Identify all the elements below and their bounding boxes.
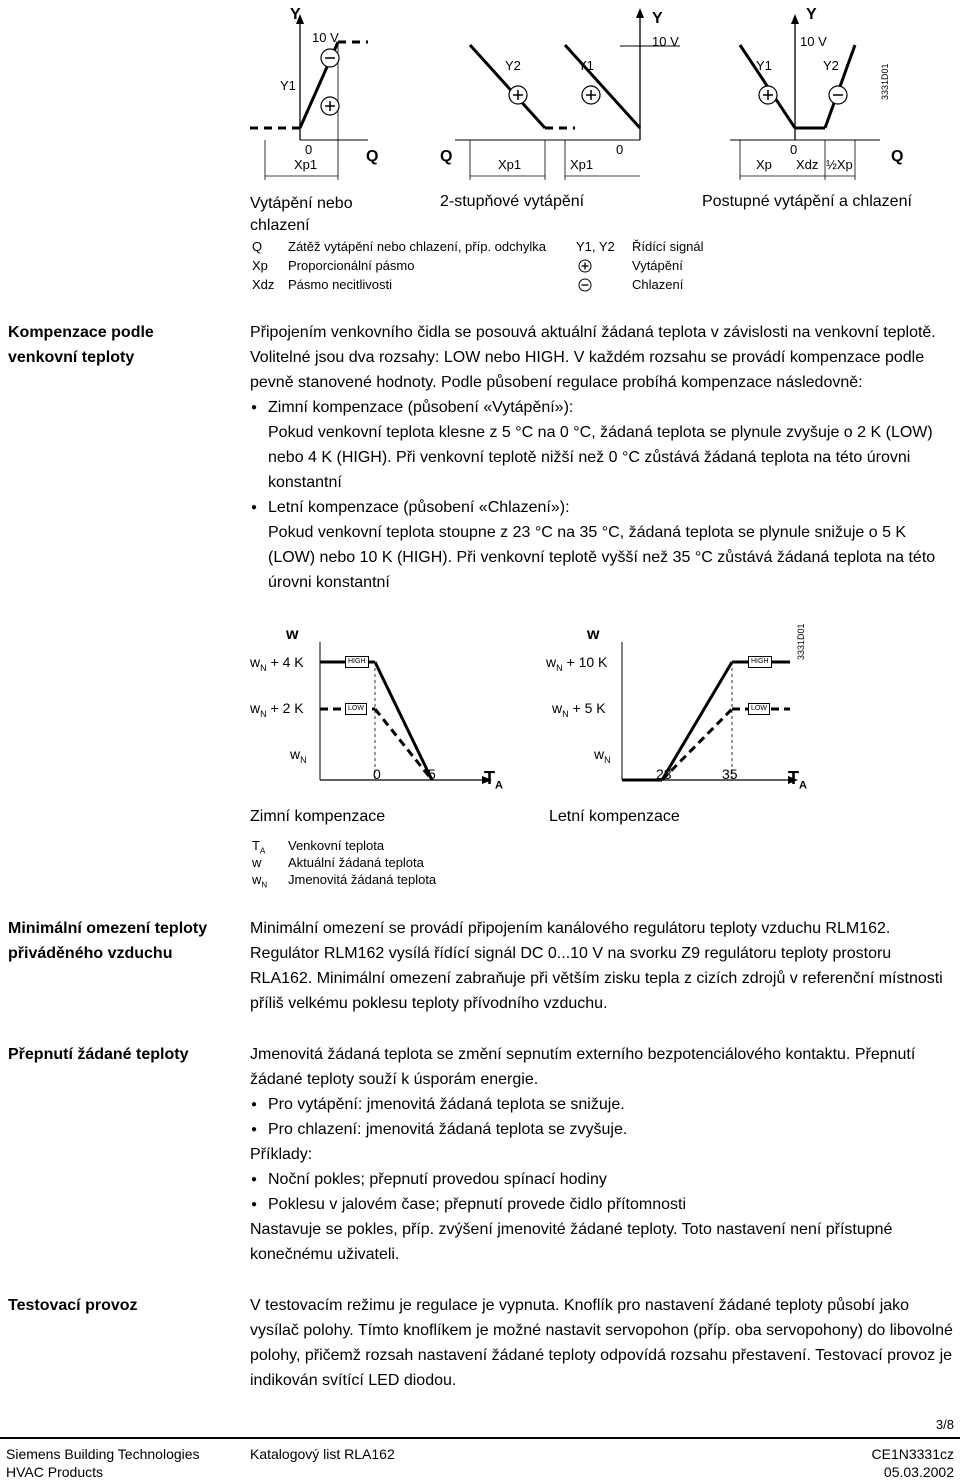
d2-y-label: Y — [652, 10, 663, 27]
section-body-test-mode — [250, 1293, 955, 1393]
section-body-setpoint-switch — [250, 1042, 955, 1267]
bullet-item: ● Noční pokles; přepnutí provedou spínací hodiny — [250, 1167, 955, 1192]
legend-row: Xp Proporcionální pásmo — [252, 258, 415, 273]
d2-ramp-y1 — [565, 45, 640, 128]
d3-y2-label: Y2 — [823, 58, 839, 73]
summer-wn5-label: $w_N + 5$ K — [552, 700, 606, 719]
d3-y-label: Y — [806, 6, 817, 23]
compensation-legend — [252, 838, 512, 889]
d2-xp1a-label: Xp1 — [498, 157, 522, 172]
legend-row: w Aktuální žádaná teplota — [252, 855, 424, 870]
paragraph: Jmenovitá žádaná teplota se změní sepnutím externího bezpotenciálového kontaktu. Přepnutí žádané teploty souží k úsporám energie. — [250, 1046, 916, 1088]
d2-xp1b-label: Xp1 — [570, 157, 594, 172]
summer-low-tag: LOW — [748, 703, 770, 715]
control-diagrams-svg — [0, 0, 960, 180]
summer-wn10-label: $w_N + 10$ K — [546, 654, 608, 673]
summer-x23-label: 23 — [656, 766, 672, 782]
footer-date: 05.03.2002 — [883, 1464, 954, 1480]
d1-y-label: Y — [290, 6, 301, 23]
legend-row: Y1, Y2 Řídící signál — [576, 239, 704, 254]
d2-q-label: Q — [440, 148, 453, 165]
paragraph: Pokud venkovní teplota stoupne z 23 °C na 35 °C, žádaná teplota se plynule snižuje o 5 K (LOW) nebo 10 K (HIGH). Při venkovní teplotě vyšší než 35 °C zůstává žádaná teplota na této úrovni konstantní — [268, 524, 936, 591]
d3-zero-label: 0 — [790, 142, 798, 157]
d3-y-arrow — [791, 14, 799, 24]
bullet-item: ● Pro chlazení: jmenovitá žádaná teplota se zvyšuje. — [250, 1117, 955, 1142]
d3-q-label: Q — [891, 148, 904, 165]
winter-w-label: w — [286, 626, 299, 643]
paragraph: V testovacím režimu je regulace je vypnuta. Knoflík pro nastavení žádané teploty působí jako vysílač polohy. Tímto knoflíkem je možné nastavit servopohon (příp. oba servopohony) do libovolné polohy, přičemž rozsah nastavení žádané teploty odpovídá rozsahu přestavení. Testovací provoz je indikován svítící LED diodou. — [250, 1297, 953, 1389]
winter-ta-label: $T_A$ — [484, 768, 503, 792]
paragraph: Připojením venkovního čidla se posouvá aktuální žádaná teplota v závislosti na venkovní teplotě. Volitelné jsou dva rozsahy: LOW nebo HIGH. V každém rozsahu se provádí kompenzace podle pevně stanovené hodnoty. Podle působení regulace probíhá kompenzace následovně: — [250, 324, 936, 391]
d1-y1-label: Y1 — [280, 78, 296, 93]
paragraph: Pokud venkovní teplota klesne z 5 °C na 0 °C, žádaná teplota se plynule zvyšuje o 2 K (LOW) nebo 4 K (HIGH). Při venkovní teplotě nižší než 0 °C zůstává žádaná teplota na této úrovni konstantní — [268, 424, 933, 491]
footer-code: CE1N3331cz — [871, 1446, 954, 1462]
legend-row: $w_N$ Jmenovitá žádaná teplota — [252, 872, 437, 890]
bullet-item: ● Letní kompenzace (působení «Chlazení»): — [250, 495, 955, 520]
summer-caption: Letní kompenzace — [549, 808, 680, 825]
footer-divider — [0, 1437, 960, 1439]
d1-xp1-label: Xp1 — [294, 157, 318, 172]
d2-caption: 2-stupňové vytápění — [440, 193, 585, 210]
compensation-charts-svg — [0, 620, 960, 800]
footer-document: Katalogový list RLA162 — [250, 1446, 395, 1462]
winter-caption: Zimní kompenzace — [250, 808, 386, 825]
d3-code: 3331D01 — [880, 63, 890, 100]
bullet-item: ● Pro vytápění: jmenovitá žádaná teplota se snižuje. — [250, 1092, 955, 1117]
section-heading-setpoint-switch: Přepnutí žádané teploty — [8, 1046, 189, 1063]
summer-high-tag: HIGH — [748, 656, 772, 668]
d2-y-arrow — [636, 8, 644, 18]
d2-y2-label: Y2 — [505, 58, 521, 73]
winter-x5-label: 5 — [428, 766, 436, 782]
d2-10v-label: 10 V — [652, 34, 679, 49]
legend-row: $T_A$ Venkovní teplota — [252, 838, 385, 856]
bullet-item: ● Poklesu v jalovém čase; přepnutí provede čidlo přítomnosti — [250, 1192, 955, 1217]
d2-y1-label: Y1 — [578, 58, 594, 73]
summer-wn-label: $w_N$ — [594, 746, 611, 765]
d3-halfxp-label: ½Xp — [826, 157, 853, 172]
section-body-min-limit — [250, 916, 955, 1016]
paragraph: Příklady: — [250, 1146, 313, 1163]
winter-x0-label: 0 — [373, 766, 381, 782]
footer-division: HVAC Products — [6, 1464, 103, 1480]
winter-wn-label: $w_N$ — [290, 746, 307, 765]
d3-y1-label: Y1 — [756, 58, 772, 73]
summer-ta-label: $T_A$ — [788, 768, 807, 792]
legend-row: Q Zátěž vytápění nebo chlazení, příp. odchylka — [252, 239, 546, 254]
d3-xp-label: Xp — [756, 157, 772, 172]
top-legend-right — [576, 239, 736, 296]
winter-high-tag: HIGH — [345, 656, 369, 668]
d3-10v-label: 10 V — [800, 34, 827, 49]
legend-row: Vytápění — [576, 258, 736, 277]
summer-w-label: w — [587, 626, 600, 643]
d3-caption: Postupné vytápění a chlazení — [702, 193, 912, 210]
section-heading-min-limit: Minimální omezení teploty přiváděného vzduchu — [8, 920, 208, 962]
bullet-item: ● Zimní kompenzace (působení «Vytápění»): — [250, 395, 955, 420]
d1-q-label: Q — [366, 148, 379, 165]
winter-wn4-label: $w_N + 4$ K — [250, 654, 304, 673]
d1-10v-label: 10 V — [312, 30, 339, 45]
footer-company: Siemens Building Technologies — [6, 1446, 200, 1462]
winter-low-tag: LOW — [345, 703, 367, 715]
legend-row: Xdz Pásmo necitlivosti — [252, 277, 393, 292]
d2-zero-label: 0 — [616, 142, 624, 157]
summer-x35-label: 35 — [722, 766, 738, 782]
winter-wn2-label: $w_N + 2$ K — [250, 700, 304, 719]
legend-row: Chlazení — [576, 277, 736, 296]
plus-icon — [578, 259, 592, 273]
d1-caption: Vytápění nebo chlazení — [250, 195, 353, 234]
top-legend — [252, 239, 582, 296]
paragraph: Minimální omezení se provádí připojením kanálového regulátoru teploty vzduchu RLM162. Regulátor RLM162 vysílá řídící signál DC 0...10 V na svorku Z9 regulátoru teploty prostoru RLA162. Minimální omezení zabraňuje při větším zisku tepla z cizích zdrojů v referenční místnosti příliš velkému poklesu teploty přívodního vzduchu. — [250, 920, 943, 1012]
summer-code: 3331D01 — [796, 623, 806, 660]
section-heading-test-mode: Testovací provoz — [8, 1297, 138, 1314]
page-number: 3/8 — [935, 1417, 954, 1432]
section-body-compensation — [250, 320, 955, 595]
d3-xdz-label: Xdz — [796, 157, 819, 172]
minus-icon — [578, 278, 592, 292]
d1-zero-label: 0 — [305, 142, 313, 157]
paragraph: Nastavuje se pokles, příp. zvýšení jmenovité žádané teploty. Toto nastavení není přístupné konečnému uživateli. — [250, 1221, 893, 1263]
section-heading-compensation: Kompenzace podle venkovní teploty — [8, 324, 154, 366]
